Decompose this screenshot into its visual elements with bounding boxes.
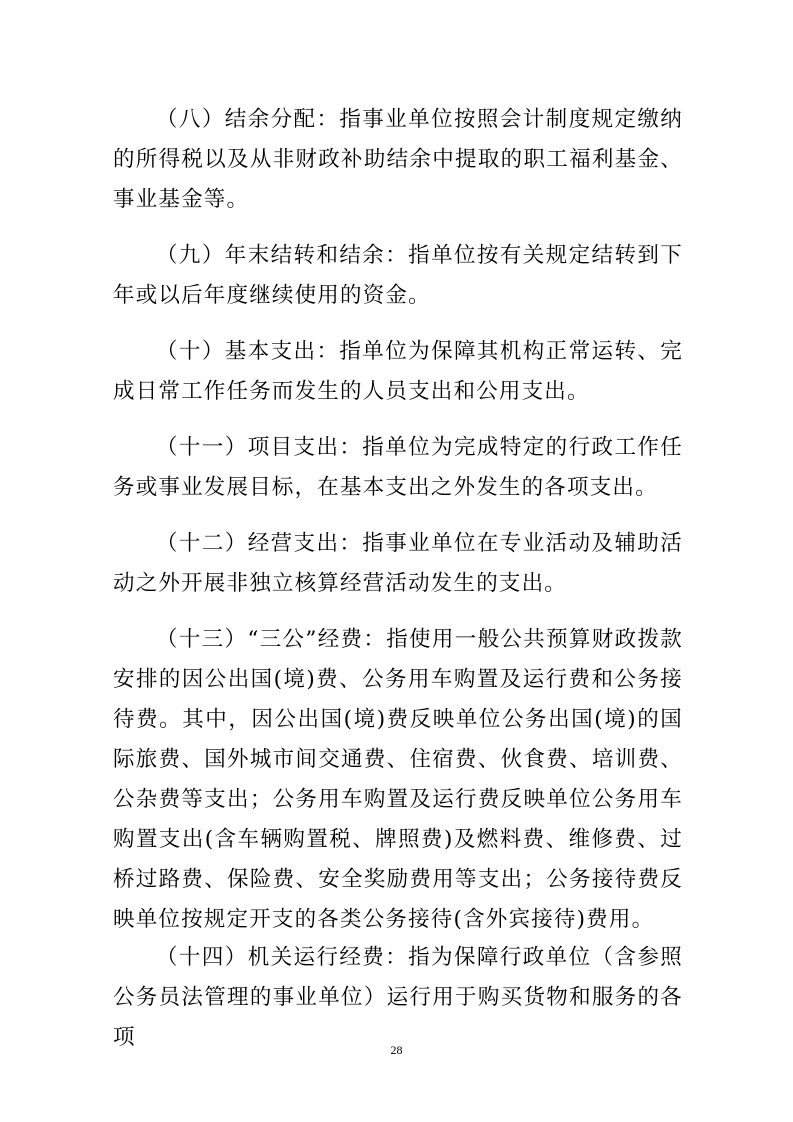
- paragraph-basic-expenditure: （十）基本支出：指单位为保障其机构正常运转、完成日常工作任务而发生的人员支出和公用支出。: [113, 339, 683, 404]
- paragraph-three-public-expenses: （十三）“三公”经费：指使用一般公共预算财政拨款安排的因公出国(境)费、公务用车购置及运行费和公务接待费。其中，因公出国(境)费反映单位公务出国(境)的国际旅费、国外城市间交通费、住宿费、伙食费、培训费、公杂费等支出；公务用车购置及运行费反映单位公务用车购置支出(含车辆购置税、牌照费)及燃料费、维修费、过桥过路费、保险费、安全奖励费用等支出；公务接待费反映单位按规定开支的各类公务接待(含外宾接待)费用。: [113, 627, 683, 932]
- page-number: 28: [390, 1043, 403, 1057]
- paragraph-operating-expenditure: （十二）经营支出：指事业单位在专业活动及辅助活动之外开展非独立核算经营活动发生的支出。: [113, 531, 683, 596]
- paragraph-project-expenditure: （十一）项目支出：指单位为完成特定的行政工作任务或事业发展目标，在基本支出之外发生的各项支出。: [113, 435, 683, 500]
- paragraph-year-end-carryover: （九）年末结转和结余：指单位按有关规定结转到下年或以后年度继续使用的资金。: [113, 243, 683, 308]
- paragraph-balance-distribution: （八）结余分配：指事业单位按照会计制度规定缴纳的所得税以及从非财政补助结余中提取的职工福利基金、事业基金等。: [113, 107, 683, 212]
- paragraph-agency-operating-expenses: （十四）机关运行经费：指为保障行政单位（含参照公务员法管理的事业单位）运行用于购买货物和服务的各项: [113, 945, 683, 1050]
